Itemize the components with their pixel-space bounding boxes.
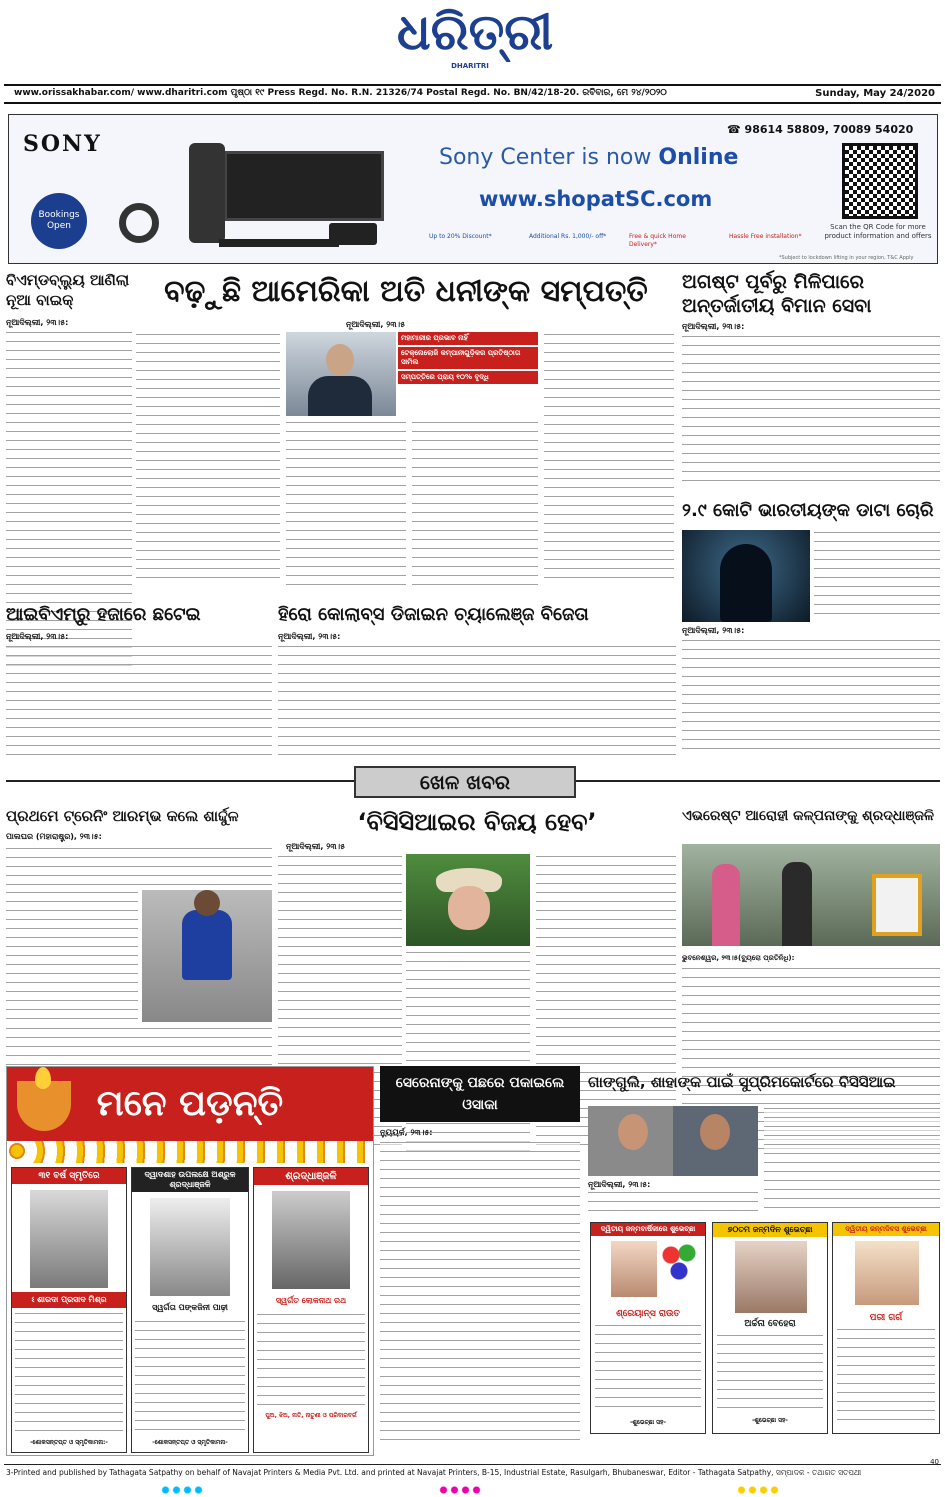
sony-ad xyxy=(8,114,938,264)
footer-imprint: 3-Printed and published by Tathagata Satpathy on behalf of Navajat Printers & Media Pvt. Ltd. and printed at Navajat Printers, B-15, Industrial Estate, Rasulgarh, Bhubaneswar, Editor - Tathagata Satpathy, ସମ୍ପାଦକ - ତଥାଗତ ସତପଥୀ xyxy=(6,1468,862,1477)
player-head-shape xyxy=(194,890,220,916)
reg-mark-3 xyxy=(736,1486,780,1494)
story-flights-dateline: ନୂଆଦିଲ୍ଲୀ, ୨୩।୫: xyxy=(682,322,745,331)
obit-banner xyxy=(7,1067,373,1141)
obit-card-3-top: ଶ୍ରଦ୍ଧାଞ୍ଜଳି xyxy=(254,1168,368,1185)
story-us-wealth-dateline: ନୂଆଦିଲ୍ଲୀ, ୨୩।୫ xyxy=(346,320,406,329)
obit-card-2-sign: -ଶୋକସନ୍ତପ୍ତ ଓ ସ୍ମୃତିକାମନା- xyxy=(152,1439,228,1446)
obit-card-1-text xyxy=(15,1311,123,1437)
perk-4: Hassle Free installation* xyxy=(729,233,802,240)
story-us-wealth-col3 xyxy=(412,420,538,585)
bday-3-name: ପରୀ ଗର୍ଗ xyxy=(869,1313,903,1323)
obit-card-2-text xyxy=(135,1319,245,1437)
footer-rule xyxy=(4,1464,941,1465)
face-2-shape xyxy=(700,1114,730,1150)
sport-ganguly-dateline: ନୂଆଦିଲ୍ଲୀ, ୨୩।୫: xyxy=(588,1180,651,1189)
dateline-right: Sunday, May 24/2020 xyxy=(815,88,935,99)
story-us-wealth xyxy=(136,270,676,600)
story-ibm-dateline: ନୂଆଦିଲ୍ଲୀ, ୨୩।୫: xyxy=(6,632,69,641)
sport-osaka-headline: ସେରେନାଙ୍କୁ ପଛରେ ପକାଇଲେ ଓସାକା xyxy=(395,1075,565,1113)
bday-2-name: ଅର୍ଚ୍ଚନା ବେହେରା xyxy=(744,1319,796,1329)
obit-card-3-name: ସ୍ୱର୍ଗତ ଲୋକନାଥ ରଥ xyxy=(275,1296,347,1305)
story-ibm-body xyxy=(6,644,272,756)
story-us-wealth-col2 xyxy=(286,420,406,585)
shardul-photo xyxy=(142,890,272,1022)
story-data-theft-body-b xyxy=(682,638,940,750)
story-us-wealth-headline: ବଢ଼ୁଛି ଆମେରିକା ଅତି ଧନୀଙ୍କ ସମ୍ପତ୍ତି xyxy=(164,274,648,309)
sport-shardul-headline: ପ୍ରଥମେ ଟ୍ରେନିଂ ଆରମ୍ଭ କଲେ ଶାର୍ଦ୍ଦୁଳ xyxy=(6,807,239,825)
story-bmw-dateline: ନୂଆଦିଲ୍ଲୀ, ୨୩।୫: xyxy=(6,318,69,327)
story-flights xyxy=(682,270,940,490)
soundbar-shape xyxy=(219,239,339,247)
sport-shardul-body-a xyxy=(6,846,272,890)
perk-2: Additional Rs. 1,000/- off* xyxy=(529,233,607,240)
obit-card-2 xyxy=(131,1167,249,1453)
obit-card-3-sign: ପୁଅ, ଝିଅ, ନାତି, ନାତୁଣୀ ଓ ପରିବାରବର୍ଗ xyxy=(265,1412,357,1419)
story-flights-headline: ଅଗଷ୍ଟ ପୂର୍ବରୁ ମିଳିପାରେ ଅନ୍ତର୍ଜାତୀୟ ବିମାନ ସେବା xyxy=(682,271,872,317)
obit-card-3-photo xyxy=(272,1191,350,1289)
bday-2-sign: -ଶୁଭେଚ୍ଛା ସହ- xyxy=(751,1417,789,1424)
qr-caption: Scan the QR Code for more product information and offers xyxy=(824,223,932,240)
obit-card-1 xyxy=(11,1167,127,1453)
face-1-shape xyxy=(618,1114,648,1150)
perk-3: Free & quick Home Delivery* xyxy=(629,233,686,248)
sport-ganguly xyxy=(588,1066,940,1216)
speaker-shape xyxy=(189,143,225,243)
bullet-2: ଟେକ୍ନୋଲୋଜି କମ୍ପାନୀଗୁଡ଼ିକର ପ୍ରତିଷ୍ଠାତା ସାମିଲ xyxy=(398,347,538,369)
ad-headline-b: Online xyxy=(658,145,739,170)
footer-page-number: 40 xyxy=(930,1458,939,1466)
person-1-shape xyxy=(712,864,740,946)
story-bmw-headline: ବିଏମ୍‌ଡବ୍ଲ୍ୟୁ ଆଣିଲା ନୂଆ ବାଇକ୍ xyxy=(6,271,130,309)
hacker-hood-shape xyxy=(720,544,772,622)
sport-everest-dateline: ଭୁବନେଶ୍ୱର, ୨୩।୫(ବ୍ୟୁରୋ ପ୍ରତିନିଧି): xyxy=(682,954,795,962)
story-ibm-headline: ଆଇବିଏମ୍‌ରୁ ହଜାରେ ଛଟେଇ xyxy=(6,604,201,625)
ad-products-image xyxy=(119,143,419,251)
bday-2-photo xyxy=(735,1241,807,1313)
sport-osaka-body xyxy=(380,1140,580,1440)
story-hero-dateline: ନୂଆଦିଲ୍ଲୀ, ୨୩।୫: xyxy=(278,632,341,641)
bday-2-top: ୭୦ତମ ଜନ୍ମଦିନ ଶୁଭେଚ୍ଛା xyxy=(713,1223,827,1237)
story-data-theft-headline: ୨.୯ କୋଟି ଭାରତୀୟଙ୍କ ଡାଟା ଚୋରି xyxy=(682,500,934,521)
bday-2-text xyxy=(717,1333,823,1413)
story-hero-body xyxy=(278,644,676,756)
obit-card-1-sign: -ଶୋକସନ୍ତପ୍ତ ଓ ସ୍ମୃତିକାମନା:- xyxy=(30,1439,108,1446)
bday-1-text xyxy=(595,1323,701,1415)
story-data-theft xyxy=(682,496,940,758)
face-shape xyxy=(448,886,490,930)
sport-ganguly-body-a xyxy=(764,1106,940,1212)
obituary-panel xyxy=(6,1066,374,1456)
bday-3-top: ଦ୍ୱିତୀୟ ଜନ୍ମଦିବସ ଶୁଭେଚ୍ଛା xyxy=(833,1223,939,1236)
story-us-wealth-col4 xyxy=(544,332,674,585)
chappell-photo xyxy=(406,854,530,946)
tribute-photo xyxy=(682,844,940,946)
ad-badge xyxy=(31,193,87,249)
sport-shardul-body-b xyxy=(6,890,138,1020)
reg-mark-1 xyxy=(160,1486,204,1494)
ad-badge-text: Bookings Open xyxy=(38,210,80,231)
phone-icon: ☎ xyxy=(727,123,741,136)
hacker-photo xyxy=(682,530,810,622)
story-us-wealth-col1 xyxy=(136,332,280,582)
sport-bcci-quote-headline: ‘ବିସିସିଆଇର ବିଜୟ ହେବ’ xyxy=(357,808,597,836)
dateline-left: www.orissakhabar.com/ www.dharitri.com ପୃଷ୍ଠା ୧୯ Press Regd. No. R.N. 21326/74 Postal Regd. No. BN/42/18-20. ରବିବାର, ମେ ୨୪/୨୦୨୦ xyxy=(14,88,667,98)
sport-everest-headline: ଏଭରେଷ୍ଟ ଆରୋହୀ କଳ୍ପନାଙ୍କୁ ଶ୍ରଦ୍ଧାଞ୍ଜଳି xyxy=(682,808,935,824)
ad-headline-a: Sony Center is now xyxy=(439,145,659,170)
story-us-wealth-photo xyxy=(286,332,396,416)
registration-marks xyxy=(0,1484,945,1496)
ad-phone-text: 98614 58809, 70089 54020 xyxy=(744,123,914,136)
obit-card-2-name: ସ୍ୱର୍ଗତା ପଙ୍କଜିନୀ ପାଢ଼ୀ xyxy=(152,1303,228,1312)
birthday-card-3 xyxy=(832,1222,940,1434)
balloons-icon xyxy=(661,1243,701,1293)
perk-1: Up to 20% Discount* xyxy=(429,233,492,240)
story-us-wealth-bullets xyxy=(398,332,538,416)
sport-shardul-dateline: ପାଲଘର (ମହାରାଷ୍ଟ୍ର), ୨୩।୫: xyxy=(6,832,102,841)
story-hero-headline: ହିରୋ କୋଲାବ୍ସ ଡିଜାଇନ ଚ୍ୟାଲେଞ୍ଜ ବିଜେତା xyxy=(278,604,589,625)
obit-card-1-photo xyxy=(30,1190,108,1288)
sport-osaka-headline-box xyxy=(380,1066,580,1122)
lamp-flame-icon xyxy=(35,1067,51,1089)
sport-ganguly-headline: ଗାଙ୍ଗୁଲି, ଶାହାଙ୍କ ପାଇଁ ସୁପ୍ରିମକୋର୍ଟରେ ବିସିସିଆଇ xyxy=(588,1073,896,1091)
masthead-logo-sub: DHARITRI xyxy=(451,62,489,70)
story-data-theft-dateline: ନୂଆଦିଲ୍ଲୀ, ୨୩।୫: xyxy=(682,626,745,635)
ad-headline xyxy=(439,145,738,170)
sport-bcci-quote-dateline: ନୂଆଦିଲ୍ଲୀ, ୨୩।୫ xyxy=(286,842,346,851)
ad-perks xyxy=(429,233,809,255)
headphones-shape xyxy=(119,203,159,243)
tv-shape xyxy=(224,151,384,221)
obit-card-3 xyxy=(253,1167,369,1453)
birthday-card-2 xyxy=(712,1222,828,1434)
qr-code xyxy=(842,143,918,219)
obit-banner-text: ମନେ ପଡ଼ନ୍ତି xyxy=(96,1083,284,1124)
reg-mark-2 xyxy=(438,1486,482,1494)
bday-1-top: ଦ୍ୱିତୀୟ ଜନ୍ମବାର୍ଷିକୀରେ ଶୁଭେଚ୍ଛା xyxy=(591,1223,705,1236)
ad-url[interactable]: www.shopatSC.com xyxy=(479,187,713,211)
bday-3-photo xyxy=(855,1241,919,1305)
sport-ganguly-body-b xyxy=(588,1190,758,1214)
obit-flowers xyxy=(7,1141,373,1163)
obit-card-2-photo xyxy=(150,1198,230,1296)
masthead xyxy=(0,0,945,82)
sports-banner-text: ଖେଳ ଖବର xyxy=(419,770,511,794)
obit-card-1-name: ଽ ଶାରଦା ପ୍ରସାଦ ମିଶ୍ର xyxy=(12,1292,126,1308)
obit-card-1-top: ୩୧ ବର୍ଷ ସ୍ମୃତିରେ xyxy=(12,1168,126,1184)
obit-card-3-text xyxy=(257,1312,365,1408)
bday-1-photo xyxy=(611,1241,657,1297)
obit-card-2-top: ଦ୍ୱାଦଶାହ ଉପଲକ୍ଷେ ଅଶ୍ରୁଳ ଶ୍ରଦ୍ଧାଞ୍ଜଳି xyxy=(132,1168,248,1192)
sport-osaka-dateline: ନ୍ୟୁୟର୍କ, ୨୩।୫: xyxy=(380,1128,433,1137)
ad-phone xyxy=(727,123,913,136)
photo-person-body xyxy=(308,376,372,416)
sport-osaka xyxy=(380,1066,580,1456)
sports-banner xyxy=(354,766,576,798)
story-data-theft-body-a xyxy=(814,530,940,622)
dateline-bar xyxy=(4,84,941,104)
birthday-card-1 xyxy=(590,1222,706,1434)
bday-1-sign: -ଶୁଭେଚ୍ଛା ସହ- xyxy=(629,1419,667,1426)
ganguly-shah-photo xyxy=(588,1106,758,1176)
ad-fine-print: *Subject to lockdown lifting in your region, T&C Apply xyxy=(779,255,914,261)
photo-person-head xyxy=(326,344,354,376)
bullet-1: ମହାମାରୀର ପ୍ରଭାବ ନାହିଁ xyxy=(398,332,538,345)
player-jersey-shape xyxy=(182,910,232,980)
masthead-logo: ଧରିତ୍ରୀ xyxy=(396,3,554,61)
story-flights-body xyxy=(682,334,940,484)
bullet-3: ସମ୍ପତ୍ତିରେ ପ୍ରାୟ ୧୦% ବୃଦ୍ଧି xyxy=(398,371,538,384)
story-hero xyxy=(278,600,676,758)
story-ibm xyxy=(6,600,272,758)
ad-brand: SONY xyxy=(23,131,102,157)
person-2-shape xyxy=(782,862,812,946)
bday-1-name: ଶ୍ରେୟାନ୍ସ ରାଉତ xyxy=(616,1309,680,1319)
portrait-frame-shape xyxy=(872,874,922,936)
bday-3-text xyxy=(837,1327,935,1427)
